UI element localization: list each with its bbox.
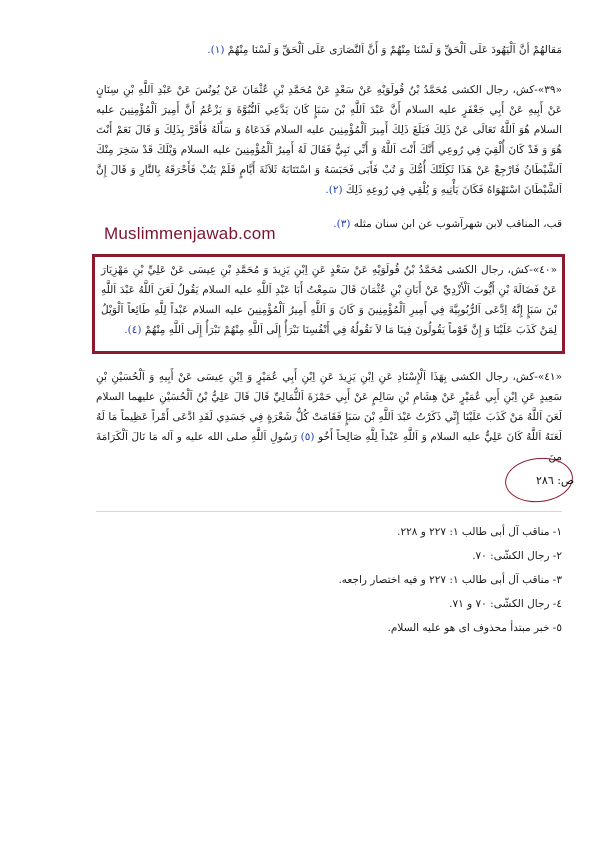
paragraph-text-tail: رَسُولِ اَللَّهِ صلى الله عليه و آله مَا نَالَ اَلْكَرَامَةَ مِنَ: [96, 431, 562, 463]
hadith-39: [96, 80, 562, 200]
paragraph-text: «٤١»-كش، رجال الكشى بِهَذَا اَلْإِسْنَادِ عَنِ اِبْنِ يَزِيدَ عَنِ اِبْنِ أَبِي عُمَيْرٍ وَ اِبْنِ عِيسَى عَنْ أَبِيهِ وَ اَلْحُسَيْنِ بْنِ سَعِيدٍ عَنِ اِبْنِ أَبِي عُمَيْرٍ عَنْ هِشَامِ بْنِ سَالِمٍ عَنْ أَبِي حَمْزَةَ اَلثُّمَالِيِّ قَالَ قَالَ عَلِيُّ بْنُ اَلْحُسَيْنِ عليهما السلام لَعَنَ اَللَّهُ مَنْ كَذَبَ عَلَيْنَا إِنِّي ذَكَرْتُ عَبْدَ اَللَّهِ بْنَ سَبَإٍ فَقَامَتْ كُلُّ شَعْرَةٍ فِي جَسَدِي لَقَدِ ادَّعَى أَمْراً عَظِيماً مَا لَهُ لَعَنَهُ اَللَّهُ كَانَ عَلِيٌّ عليه السلام وَ اَللَّهِ عَبْداً لِلَّهِ صَالِحاً أَخُو: [96, 371, 562, 443]
paragraph-text: مَقالهُمْ أنَّ اَلْيَهُودَ عَلَى اَلْحَقِّ وَ لَسْنَا مِنْهُمْ وَ أَنَّ اَلنَّصَارَى عَلَى اَلْحَقِّ وَ لَسْنَا مِنْهُمْ: [227, 44, 562, 56]
footnote-1: ١- مناقب آل أبی طالب ١: ٢٢٧ و ٢٢٨.: [397, 526, 562, 538]
footnote-ref-2[interactable]: (٢).: [325, 184, 343, 196]
footnote-ref-1[interactable]: (١).: [207, 44, 225, 56]
hadith-40-highlighted: [101, 260, 557, 340]
footnote-2: ٢- رجال الكشّی: ٧٠.: [472, 550, 562, 562]
page-number: ص: ٢٨٦: [536, 474, 575, 487]
watermark-text: Muslimmenjawab.com: [104, 224, 276, 243]
footnote-5: ٥- خبر مبتدأ محذوف ای هو عليه السلام.: [387, 622, 562, 634]
footnote-3: ٣- مناقب آل أبی طالب ١: ٢٢٧ و فيه اختصار راجعه.: [338, 574, 562, 586]
footnote-ref-3[interactable]: (٣).: [333, 218, 351, 230]
hadith-41: [96, 367, 562, 467]
footnote-4: ٤- رجال الكشّی: ٧٠ و ٧١.: [449, 598, 562, 610]
paragraph-text: «٣٩»-كش، رجال الكشى مُحَمَّدُ بْنُ قُولَوَيْهِ عَنْ سَعْدٍ عَنْ مُحَمَّدِ بْنِ عُثْمَانَ عَنْ يُونُسَ عَنْ عَبْدِ اَللَّهِ بْنِ سِنَانٍ عَنْ أَبِيهِ عَنْ أَبِي جَعْفَرٍ عليه السلام أَنَّ عَبْدَ اَللَّهِ بْنَ سَبَإٍ كَانَ يَدَّعِي اَلنُّبُوَّةَ وَ يَزْعُمُ أَنَّ أَمِيرَ اَلْمُؤْمِنِينَ عليه السلام هُوَ اَللَّهُ تَعَالَى عَنْ ذَلِكَ فَبَلَغَ ذَلِكَ أَمِيرَ اَلْمُؤْمِنِينَ عليه السلام فَدَعَاهُ وَ سَأَلَهُ فَأَقَرَّ بِذَلِكَ وَ قَالَ نَعَمْ أَنْتَ هُوَ وَ قَدْ كَانَ أُلْقِيَ فِي رُوعِي أَنَّكَ أَنْتَ اَللَّهُ وَ أَنِّي نَبِيٌّ فَقَالَ لَهُ أَمِيرُ اَلْمُؤْمِنِينَ عليه السلام وَيْلَكَ قَدْ سَخِرَ مِنْكَ اَلشَّيْطَانُ فَارْجِعْ عَنْ هَذَا ثَكِلَتْكَ أُمُّكَ وَ تُبْ فَأَبَى فَحَبَسَهُ وَ اسْتَتَابَهُ ثَلاَثَةَ أَيَّامٍ فَلَمْ يَتُبْ فَأَحْرَقَهُ بِالنَّارِ وَ قَالَ إِنَّ اَلشَّيْطَانَ اسْتَهْوَاهُ فَكَانَ يَأْتِيهِ وَ يُلْقِي فِي رُوعِهِ ذَلِكَ: [96, 84, 562, 196]
paragraph-text: قب، المناقب لابن شهرآشوب عن ابن سنان مثله: [353, 218, 562, 230]
footnote-divider: [96, 511, 562, 512]
footnote-ref-5[interactable]: (٥): [300, 431, 315, 443]
footnotes-list: [96, 520, 562, 640]
paragraph-intro: [96, 40, 562, 60]
footnote-ref-4[interactable]: (٤).: [124, 324, 142, 336]
paragraph-text: «٤٠»-كش، رجال الكشى مُحَمَّدُ بْنُ قُولَوَيْهِ عَنْ سَعْدٍ عَنِ اِبْنِ يَزِيدَ وَ مُحَمَّدِ بْنِ عِيسَى عَنْ عَلِيِّ بْنِ مَهْزِيَارَ عَنْ فَضَالَةَ بْنِ أَيُّوبَ اَلْأَزْدِيِّ عَنْ أَبَانِ بْنِ عُثْمَانَ قَالَ سَمِعْتُ أَبَا عَبْدِ اَللَّهِ عليه السلام يَقُولُ لَعَنَ اَللَّهُ عَبْدَ اَللَّهِ بْنَ سَبَإٍ إِنَّهُ اِدَّعَى اَلرُّبُوبِيَّةَ فِي أَمِيرِ اَلْمُؤْمِنِينَ وَ كَانَ وَ اَللَّهِ أَمِيرُ اَلْمُؤْمِنِينَ عليه السلام عَبْداً لِلَّهِ طَائِعاً اَلْوَيْلُ لِمَنْ كَذَبَ عَلَيْنَا وَ إِنَّ قَوْماً يَقُولُونَ فِينَا مَا لاَ نَقُولُهُ فِي أَنْفُسِنَا نَبْرَأُ إِلَى اَللَّهِ مِنْهُمْ نَبْرَأُ إِلَى اَللَّهِ مِنْهُمْ: [101, 264, 557, 336]
